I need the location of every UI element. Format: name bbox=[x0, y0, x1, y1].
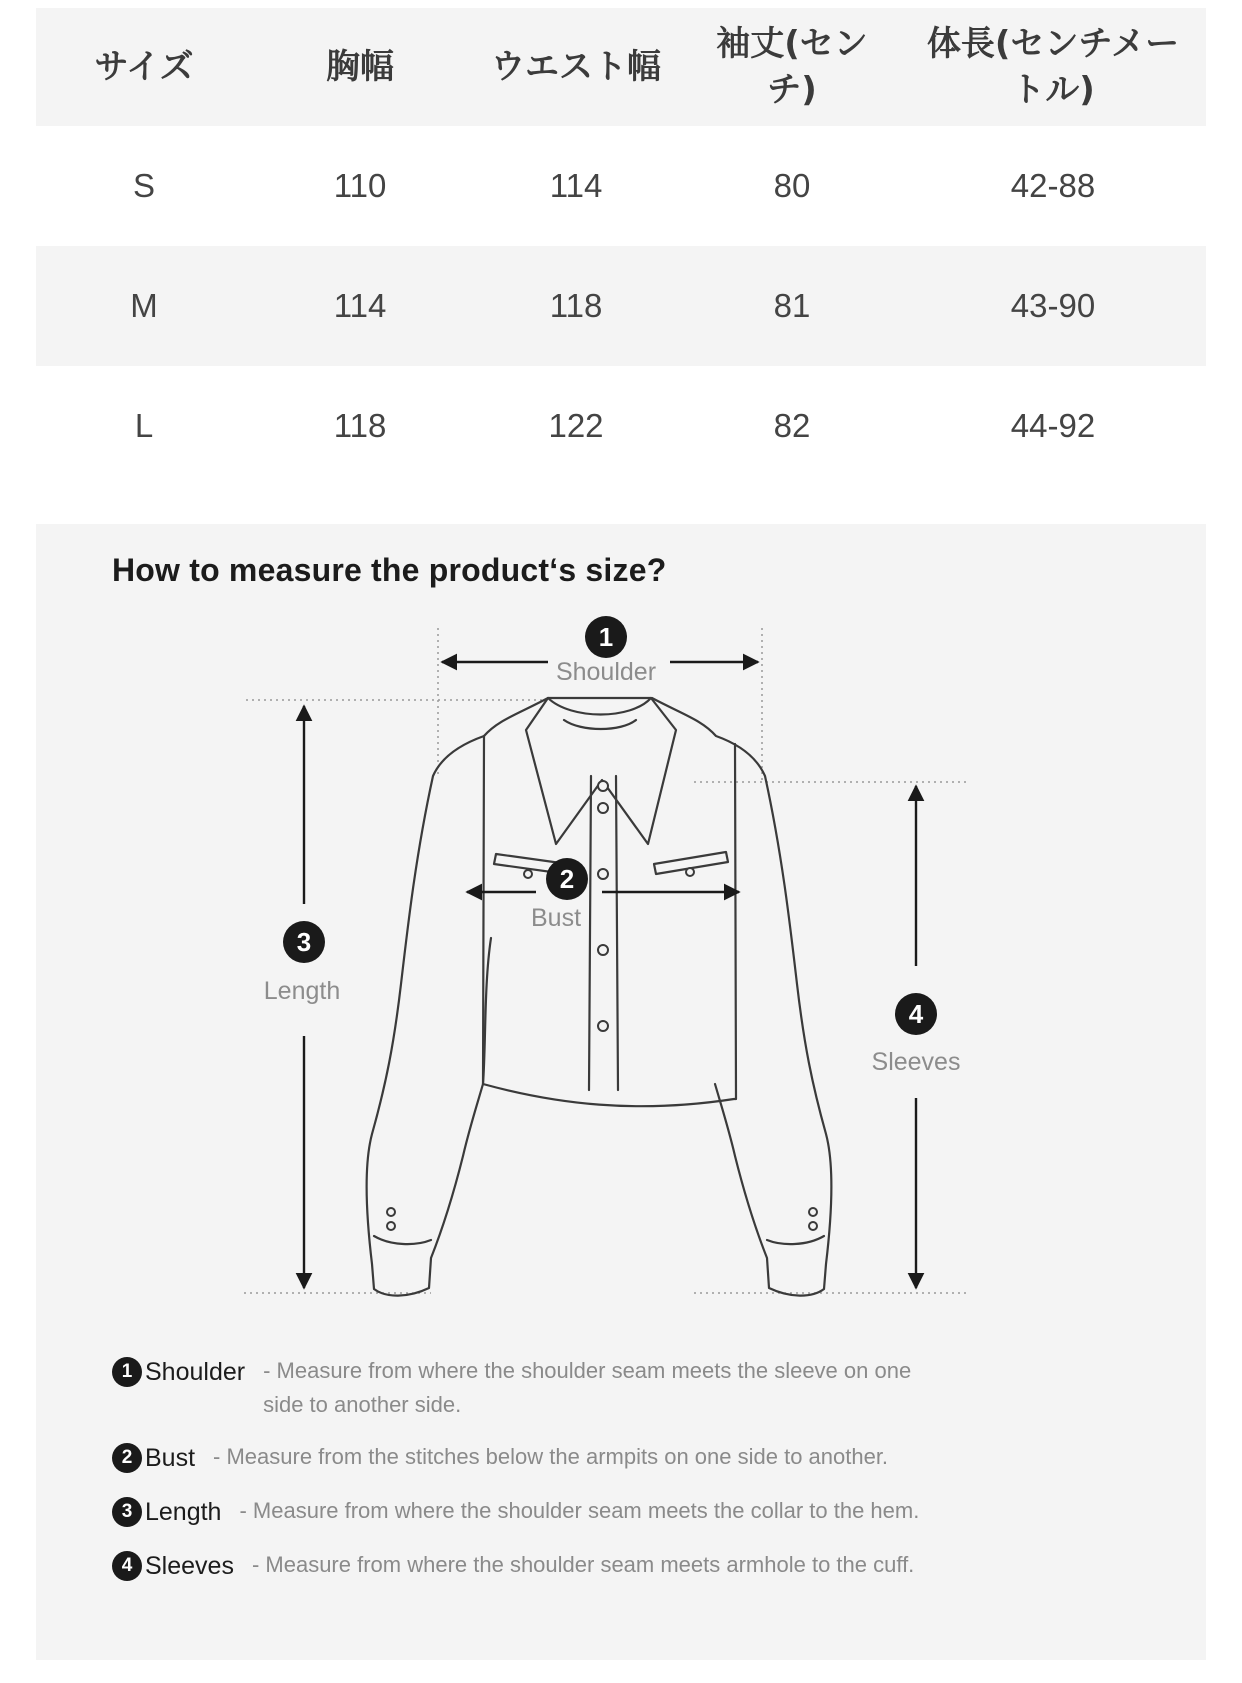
header-body-length: 体長(センチメートル) bbox=[926, 24, 1180, 110]
bust-label: Bust bbox=[530, 904, 582, 932]
legend-item-length bbox=[112, 1494, 1092, 1530]
table-cell: M bbox=[130, 287, 158, 324]
legend-name: Sleeves bbox=[145, 1552, 234, 1580]
header-sleeve-length: 袖丈(センチ) bbox=[716, 24, 868, 110]
number-badge: 4 bbox=[112, 1551, 142, 1581]
table-cell: S bbox=[132, 167, 155, 204]
legend-name: Shoulder bbox=[145, 1358, 246, 1386]
svg-text:2: 2 bbox=[559, 864, 575, 894]
legend-desc: - Measure from where the shoulder seam meets armhole to the cuff. bbox=[251, 1552, 915, 1577]
svg-text:3: 3 bbox=[296, 927, 312, 957]
shirt-measure-diagram bbox=[36, 524, 1206, 1354]
measure-arrows bbox=[304, 662, 916, 1288]
legend-desc: - Measure from where the shoulder seam meets the sleeve on one side to another side. bbox=[263, 1358, 912, 1417]
table-cell: 81 bbox=[773, 287, 811, 324]
length-label: Length bbox=[263, 977, 341, 1005]
size-table bbox=[36, 8, 1206, 486]
guide-lines bbox=[244, 628, 966, 1293]
table-cell: 122 bbox=[548, 407, 604, 444]
legend-item-sleeves bbox=[112, 1548, 1092, 1584]
shirt-buttons bbox=[387, 781, 817, 1230]
legend-item-bust bbox=[112, 1440, 1092, 1476]
table-cell: 43-90 bbox=[1010, 287, 1096, 324]
table-cell: 82 bbox=[773, 407, 811, 444]
table-cell: 118 bbox=[333, 407, 387, 444]
measure-legend bbox=[112, 1354, 1092, 1602]
table-cell: 118 bbox=[549, 287, 603, 324]
table-cell: 42-88 bbox=[1010, 167, 1096, 204]
table-cell: 114 bbox=[333, 287, 387, 324]
table-row bbox=[36, 246, 1206, 366]
measure-guide-title: How to measure the product‘s size? bbox=[112, 552, 667, 588]
svg-text:1: 1 bbox=[598, 622, 614, 652]
bust-marker bbox=[531, 858, 588, 932]
number-badge: 2 bbox=[112, 1443, 142, 1473]
measure-guide-panel bbox=[36, 524, 1206, 1660]
header-chest-width: 胸幅 bbox=[326, 47, 394, 87]
svg-text:4: 4 bbox=[908, 999, 924, 1029]
legend-desc: - Measure from the stitches below the armpits on one side to another. bbox=[213, 1444, 889, 1469]
header-size: サイズ bbox=[94, 47, 194, 87]
table-row bbox=[36, 366, 1206, 486]
table-cell: 110 bbox=[333, 167, 387, 204]
sleeves-marker bbox=[872, 993, 961, 1076]
legend-desc: - Measure from where the shoulder seam meets the collar to the hem. bbox=[239, 1498, 920, 1523]
header-waist-width: ウエスト幅 bbox=[491, 47, 661, 87]
legend-name: Bust bbox=[145, 1444, 196, 1472]
shoulder-marker bbox=[556, 616, 656, 686]
table-row bbox=[36, 126, 1206, 246]
table-cell: 44-92 bbox=[1010, 407, 1096, 444]
sleeves-label: Sleeves bbox=[871, 1048, 961, 1076]
legend-item-shoulder bbox=[112, 1354, 1092, 1422]
length-marker bbox=[264, 921, 340, 1005]
shoulder-label: Shoulder bbox=[555, 658, 657, 686]
table-header-row bbox=[36, 8, 1206, 126]
number-badge: 3 bbox=[112, 1497, 142, 1527]
table-cell: 114 bbox=[549, 167, 603, 204]
legend-name: Length bbox=[145, 1498, 222, 1526]
table-cell: 80 bbox=[773, 167, 811, 204]
table-cell: L bbox=[134, 407, 154, 444]
number-badge: 1 bbox=[112, 1357, 142, 1387]
